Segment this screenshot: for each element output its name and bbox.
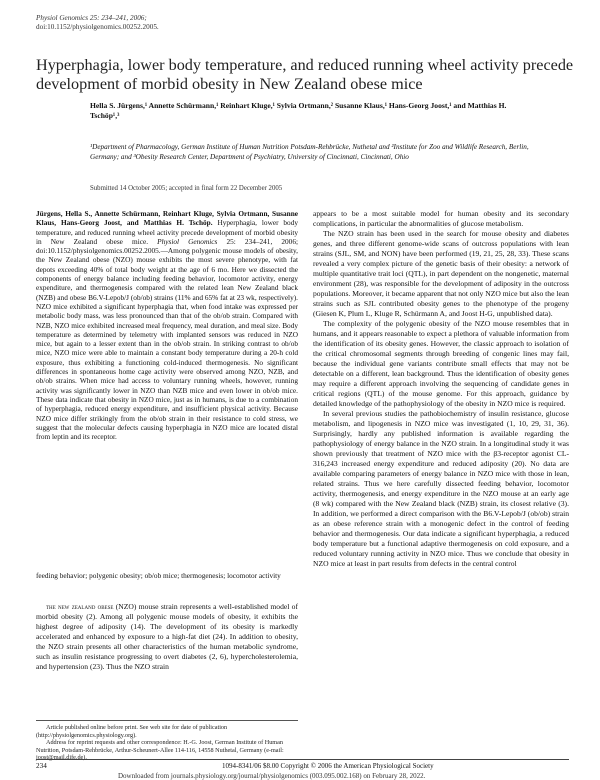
- right-paragraph-3: The complexity of the polygenic obesity of the NZO mouse resembles that in humans, and it appears reasonable to expect a plethora of valuable information from the identification of its obesity genes. However, the classic approach to isolation of the critical chromosomal segments through breeding of congenic lines may fail, because the individual gene variants contribute small effects that may not be detectable on a different, lean background. Thus the identification of obesity genes may require a different approach involving the sequencing of candidate genes in critical regions (QTL) of the mouse genome. For this approach, guidance by detailed knowledge of the pathophysiology of the obesity in NZO mice is required.: [313, 319, 569, 408]
- article-title: Hyperphagia, lower body temperature, and reduced running wheel activity precede development of morbid obesity in New Zealand obese mice: [36, 56, 574, 93]
- footer-divider: [36, 759, 569, 760]
- copyright-line: 1094-8341/06 $8.00 Copyright © 2006 the American Physiological Society: [222, 762, 434, 770]
- abstract-title-sentence: Hyperphagia, lower body temperature, and reduced running wheel activity precede development of morbid obesity in New Zealand obese mice.: [36, 218, 298, 246]
- footnote-publication: Article published online before print. See web site for date of publication (http://physiolgenomics.physiology.org).: [36, 724, 228, 739]
- right-paragraph-2: The NZO strain has been used in the search for mouse obesity and diabetes genes, and three different genome-wide scans of outcross populations with lean strains (SJL, SM, and NON) have been performed (19, 21, 25, 28, 33). These scans revealed a very complex picture of the genetic basis of their obesity: a network of multiple quantitative trait loci (QTL), in part dependent on the nongenetic, maternal environment (28), was responsible for the development of adiposity in the outcross populations. Moreover, it became apparent that not only NZO mice but also the lean strains such as SJL contributed obesity genes to the phenotype of the progeny (Giesen K, Plum L, Kluge R, Schürmann A, and Joost H-G, unpublished data).: [313, 229, 569, 318]
- intro-text: (NZO) mouse strain represents a well-established model of morbid obesity (2). Among all polygenic mouse models of obesity, it exhibits the highest degree of adiposity (14). The development of its obesity is markedly accelerated and enhanced by exposure to a high-fat diet (24). In addition to obesity, the NZO strain presents all other characteristics of the human metabolic syndrome, such as insulin resistance progressing to overt diabetes (2, 6), hypercholesterolemia, and hypertension (23). Thus the NZO strain: [36, 602, 298, 671]
- page-number: 234: [36, 762, 47, 770]
- journal-citation: [36, 14, 159, 32]
- right-paragraph-4: In several previous studies the pathobiochemistry of insulin resistance, glucose metabolism, and lipogenesis in NZO mice was investigated (1, 10, 29, 31, 36). Surprisingly, hardly any published information is available regarding the pathophysiology of energy balance in the NZO strain. In a longitudinal study it was shown previously that treatment of NZO mice with the β3-receptor agonist CL-316,243 increased energy expenditure and reduced adiposity (20). No data are available comparing parameters of energy balance in NZO mice with those in lean, related strains. Thus we here carefully dissected feeding behavior, locomotor activity, thermogenesis, and energy expenditure in the NZO mouse at an early age (8 wk) compared with the New Zealand black (NZB) strain, its closest relative (3). In addition, we performed a direct comparison with the B6.V-Lepob/J (ob/ob) strain as an obese reference strain with a monogenic defect in the control of feeding behavior and thermogenesis. Our data indicate a significant hyperphagia, a reduced body temperature but a functional adaptive thermogenesis on cold exposure, and a reduced voluntary running activity in NZO mice. Thus we conclude that obesity in NZO mice at least in part results from defects in the central control: [313, 409, 569, 568]
- author-list: Hella S. Jürgens,¹ Annette Schürmann,¹ Reinhart Kluge,¹ Sylvia Ortmann,² Susanne Klaus,¹ Hans-Georg Joost,¹ and Matthias H. Tschöp¹,³: [90, 101, 507, 120]
- introduction: [36, 602, 298, 672]
- footnotes: [36, 724, 298, 762]
- intro-lead: the new zealand obese: [46, 602, 114, 611]
- abstract-citation-authors: Jürgens, Hella S., Annette Schürmann, Reinhart Kluge, Sylvia Ortmann, Susanne Klaus, Hans-Georg Joost, and Matthias H. Tschöp.: [36, 209, 298, 228]
- abstract: [36, 209, 298, 441]
- right-column: [313, 209, 569, 569]
- journal-line: Physiol Genomics 25: 234–241, 2006;: [36, 14, 147, 22]
- footnote-divider: [36, 720, 298, 721]
- abstract-body: 25: 234–241, 2006; doi:10.1152/physiolgenomics.00252.2005.—Among polygenic mouse models of obesity, the New Zealand obese (NZO) mouse exhibits the most severe phenotype, with fat depots exceeding 40% of total body weight at the age of 6 mo. Here we dissected the components of energy balance including feeding behavior, locomotor activity, energy expenditure, and thermogenesis compared with the related lean New Zealand black (NZB) and obese B6.V-Lepob/J (ob/ob) strains (11% and 65% fat at 23 wk, respectively). NZO mice exhibited a significant hyperphagia that, when food intake was expressed per metabolic body mass, was less pronounced than that of the ob/ob strain. Compared with NZB, NZO mice exhibited increased meal frequency, meal duration, and meal size. Body temperature as determined by telemetry with implanted sensors was reduced in NZO mice, but again to a lesser extent than in the ob/ob strain. In striking contrast to ob/ob mice, NZO mice were able to maintain a constant body temperature during a 20-h cold exposure, thus exhibiting a functioning cold-induced thermogenesis. No significant differences in spontaneous home cage activity were observed among NZO, NZB, and ob/ob strains. When mice had access to voluntary running wheels, however, running activity was significantly lower in NZO than NZB mice and even lower in ob/ob mice. These data indicate that obesity in NZO mice, just as in humans, is due to a combination of hyperphagia, reduced energy expenditure, and insufficient physical activity. Because NZO mice differ strikingly from the ob/ob strain in their resistance to cold stress, we suggest that the molecular defects causing hyperphagia in NZO mice are located distal from leptin and its receptor.: [36, 236, 299, 442]
- right-paragraph-1: appears to be a most suitable model for human obesity and its secondary complications, in particular the abnormalities of glucose metabolism.: [313, 209, 569, 228]
- submission-dates: Submitted 14 October 2005; accepted in final form 22 December 2005: [90, 185, 283, 192]
- abstract-journal-ref: Physiol Genomics: [157, 236, 218, 246]
- keywords: feeding behavior; polygenic obesity; ob/ob mice; thermogenesis; locomotor activity: [36, 571, 281, 580]
- footnote-correspondence: Address for reprint requests and other correspondence: H.-G. Joost, German Institute of Human Nutrition, Potsdam-Rehbrücke, Arthur-Scheunert-Allee 114-116, 14558 Nuthetal, Germany (e-mail: joost@mail.dife.de).: [36, 739, 284, 761]
- affiliations: ¹Department of Pharmacology, German Institute of Human Nutrition Potsdam-Rehbrücke, Nuthetal and ²Institute for Zoo and Wildlife Research, Berlin, Germany; and ³Obesity Research Center, Department of Psychiatry, University of Cincinnati, Cincinnati, Ohio: [90, 143, 529, 161]
- download-notice: Downloaded from journals.physiology.org/journal/physiolgenomics (003.095.002.168) on February 28, 2022.: [118, 772, 426, 780]
- doi-line: doi:10.1152/physiolgenomics.00252.2005.: [36, 23, 159, 31]
